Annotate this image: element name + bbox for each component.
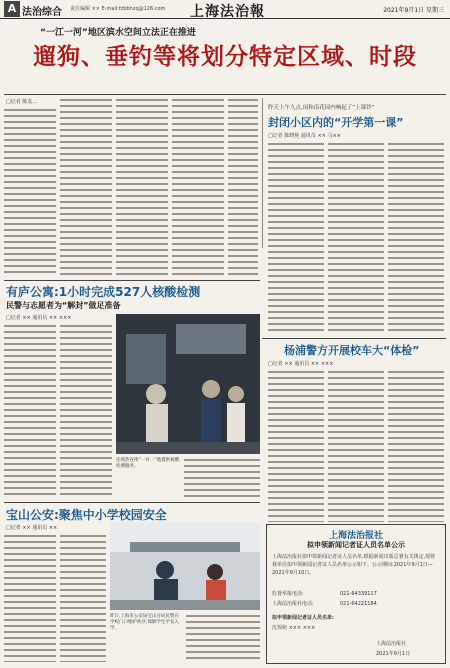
story-four-body-col1: [268, 370, 324, 522]
lead-body-col1: [4, 108, 56, 276]
story-four-headline: 杨浦警方开展校车大“体检”: [284, 344, 420, 357]
story-two-body-col1: [4, 324, 56, 498]
right-body-col1: [268, 142, 324, 334]
story-three-photo: [110, 522, 260, 610]
story-four-body-col2: [328, 370, 384, 522]
section-badge: A: [4, 1, 20, 17]
lead-body-col3: [116, 98, 168, 276]
phone-2: 021-64221184: [340, 601, 377, 607]
lead-body-col5: [228, 98, 258, 276]
lead-body-col2: [60, 98, 112, 276]
story-three-byline: □记者 ×× 通讯员 ××: [6, 525, 58, 531]
names-label: 拟申领新闻记者证人员名单:: [272, 615, 335, 621]
phone-label-2: 上海法治报社电话:: [272, 601, 314, 607]
story-four-byline: □记者 ×× 通讯员 ×× ×××: [268, 361, 334, 367]
lead-headline: 遛狗、垂钓等将划分特定区域、时段: [33, 44, 417, 70]
story-two-photo: [116, 314, 260, 454]
nighttime-testing-scene-image: [116, 314, 260, 454]
story-two-photo-caption: 连绵热连续“一对一”地提供核酸检测服务。: [116, 458, 180, 469]
lead-kicker: “一江一河”地区滨水空间立法正在推进: [40, 28, 196, 38]
issue-date: 2021年9月1日 星期三: [383, 7, 444, 14]
story-two-body-col2: [60, 324, 112, 498]
announcement-subtitle: 拟申领新闻记者证人员名单公示: [307, 541, 405, 549]
masthead-logo: 上海法治報: [190, 4, 265, 20]
story-four-divider: [262, 338, 446, 339]
signoff-date: 2021年9月1日: [376, 651, 411, 657]
lead-body-col4: [172, 98, 224, 276]
story-two-headline: 有庐公寓:1小时完成527人核酸检测: [6, 285, 201, 299]
right-body-col2: [328, 142, 384, 334]
right-headline: 封闭小区内的“开学第一课”: [268, 116, 404, 129]
story-two-subhead: 民警与志愿者为“解封”做足准备: [6, 301, 121, 310]
section-title: 法治综合: [22, 7, 62, 18]
editor-line: 责任编辑 ×× E-mail:fzbbhzq@126.com: [70, 6, 166, 12]
lead-divider: [4, 94, 446, 95]
story-three-headline: 宝山公安:聚焦中小学校园安全: [6, 508, 167, 522]
names-list: 沈惊铭 ××× ×××: [272, 625, 316, 631]
story-three-body-col2: [60, 534, 106, 662]
announcement-title: 上海法治报社: [328, 531, 383, 541]
announcement-body: 上海法治报社拟申领新闻记者证人员名单,根据新闻出版总署有关规定,现将我单位拟申领新闻记者证人员名单公示如下。公示期间:2021年9月1日—2021年9月10日。: [272, 554, 436, 576]
lead-byline: □记者 陈友...: [6, 99, 38, 105]
story-three-body-col3: [186, 614, 260, 662]
story-two-body-col3: [184, 458, 260, 498]
right-kicker: 昨天上午九点,闵和南花园内响起了“上课铃”: [268, 105, 375, 111]
right-byline: □记者 陈晓艳 通讯员 ×× 马××: [268, 133, 341, 139]
phone-1: 021-64339117: [340, 591, 377, 597]
story-two-divider: [4, 280, 260, 281]
story-three-photo-caption: 昨日,上海市公安局宝山分局民警在学校门口维护秩序,保障学生平安入学。: [110, 614, 179, 631]
story-three-divider: [4, 502, 260, 503]
story-four-body-col3: [388, 370, 444, 522]
story-two-byline: □记者 ×× 通讯员 ×× ×××: [6, 315, 72, 321]
signoff: 上海法治报社: [376, 641, 407, 647]
phone-label-1: 监督举报电话:: [272, 591, 304, 597]
school-gate-scene-image: [110, 522, 260, 610]
right-body-col3: [388, 142, 444, 334]
column-divider: [262, 98, 263, 248]
story-three-body-col1: [4, 534, 56, 662]
